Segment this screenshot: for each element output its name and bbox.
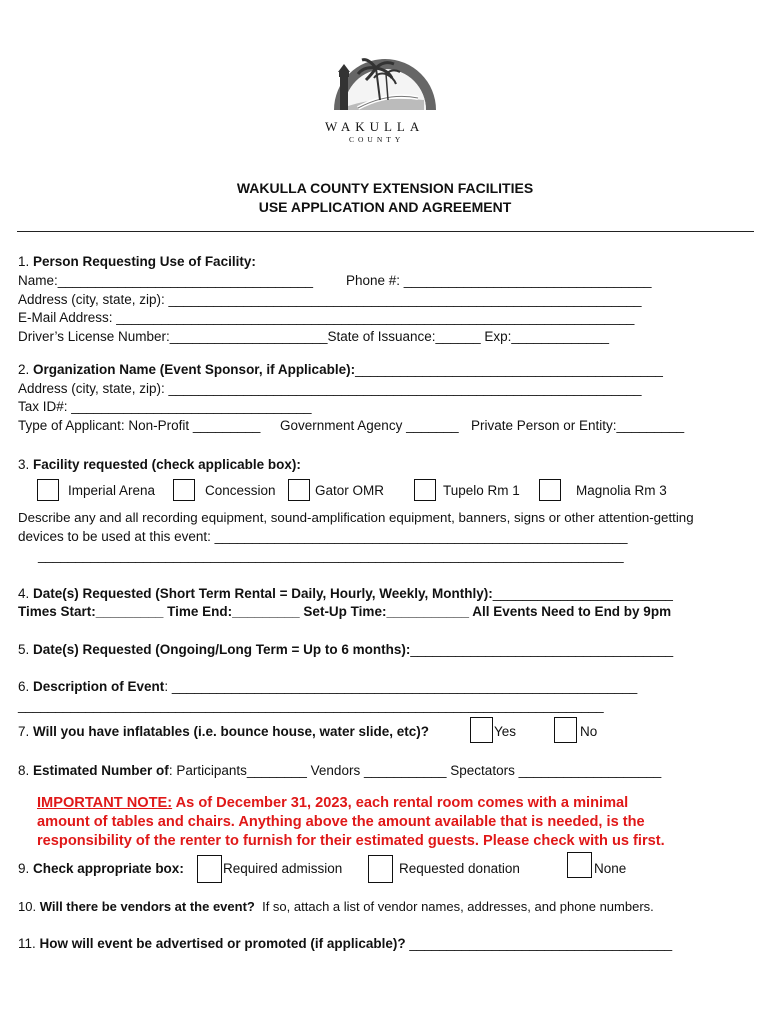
form-title-line1: WAKULLA COUNTY EXTENSION FACILITIES — [236, 180, 534, 196]
section-3-title: Facility requested (check applicable box): — [33, 457, 301, 472]
section-9-number: 9. — [18, 861, 30, 876]
applicant-type-private[interactable]: Private Person or Entity:_________ — [471, 418, 685, 433]
important-note-line2: amount of tables and chairs. Anything above the amount available that is needed, is the — [37, 814, 645, 830]
section-9-title: Check appropriate box: — [33, 861, 184, 876]
equipment-description-field-1[interactable]: devices to be used at this event: _______________________________________________________ — [18, 529, 628, 544]
section-3-number: 3. — [18, 457, 30, 472]
section-8-heading — [18, 764, 661, 778]
section-1-number: 1. — [18, 254, 30, 269]
inflatables-yes-checkbox[interactable] — [470, 717, 493, 743]
section-10-heading — [18, 900, 654, 913]
long-term-dates-field[interactable]: ___________________________________ — [410, 642, 674, 657]
section-4-title: Date(s) Requested (Short Term Rental = Daily, Hourly, Weekly, Monthly): — [33, 586, 493, 601]
section-6-number: 6. — [18, 679, 30, 694]
email-field[interactable]: E-Mail Address: _____________________________________________________________________ — [18, 310, 635, 325]
section-8-number: 8. — [18, 763, 30, 778]
estimated-numbers-fields[interactable]: : Participants________ Vendors ___________ Spectators ___________________ — [168, 763, 662, 778]
section-11-heading — [18, 937, 672, 951]
inflatables-no-label: No — [580, 724, 598, 739]
important-note-line1 — [37, 796, 628, 811]
section-2-heading — [18, 363, 663, 377]
applicant-type-government[interactable]: Government Agency _______ — [280, 418, 459, 433]
logo-wakulla-text: WAKULLA — [325, 119, 425, 134]
wakulla-county-logo — [318, 48, 452, 148]
tupelo-rm1-label: Tupelo Rm 1 — [443, 483, 520, 498]
section-9-heading — [18, 862, 184, 876]
section-5-number: 5. — [18, 642, 30, 657]
section-7-number: 7. — [18, 724, 30, 739]
magnolia-rm3-checkbox[interactable] — [539, 479, 561, 501]
section-4-number: 4. — [18, 586, 30, 601]
concession-label: Concession — [205, 483, 276, 498]
imperial-arena-checkbox[interactable] — [37, 479, 59, 501]
equipment-description-prompt: Describe any and all recording equipment, sound-amplification equipment, banners, signs or other attention-getting — [18, 510, 694, 525]
tax-id-field[interactable]: Tax ID#: ________________________________ — [18, 399, 312, 414]
address-field-1[interactable]: Address (city, state, zip): _______________________________________________________________ — [18, 292, 642, 307]
section-4-heading — [18, 587, 673, 601]
advertising-field[interactable]: ___________________________________ — [409, 936, 673, 951]
form-title-line2: USE APPLICATION AND AGREEMENT — [258, 199, 512, 215]
phone-field[interactable]: Phone #: _________________________________ — [346, 273, 652, 288]
times-fields[interactable]: Times Start:_________ Time End:_________ Set-Up Time:___________ All Events Need to End by 9pm — [18, 604, 672, 619]
event-description-field-1[interactable]: : ______________________________________________________________ — [164, 679, 638, 694]
section-11-title: How will event be advertised or promoted (if applicable)? — [39, 936, 406, 951]
section-10-number: 10. — [18, 899, 37, 914]
short-term-dates-field[interactable]: ________________________ — [492, 586, 673, 601]
imperial-arena-label: Imperial Arena — [68, 483, 156, 498]
requested-donation-checkbox[interactable] — [368, 855, 393, 883]
section-2-title: Organization Name (Event Sponsor, if Applicable): — [33, 362, 356, 377]
magnolia-rm3-label: Magnolia Rm 3 — [576, 483, 667, 498]
name-field[interactable]: Name:__________________________________ — [18, 273, 314, 288]
inflatables-no-checkbox[interactable] — [554, 717, 577, 743]
section-5-heading — [18, 643, 673, 657]
event-description-field-2[interactable]: ______________________________________________________________________________ — [18, 698, 604, 713]
applicant-type-nonprofit[interactable]: Type of Applicant: Non-Profit _________ — [18, 418, 261, 433]
required-admission-checkbox[interactable] — [197, 855, 222, 883]
gator-omr-checkbox[interactable] — [288, 479, 310, 501]
section-6-heading — [18, 680, 637, 694]
tupelo-rm1-checkbox[interactable] — [414, 479, 436, 501]
required-admission-label: Required admission — [223, 861, 343, 876]
requested-donation-label: Requested donation — [399, 861, 520, 876]
organization-name-field[interactable]: _________________________________________ — [355, 362, 663, 377]
section-5-title: Date(s) Requested (Ongoing/Long Term = Up to 6 months): — [33, 642, 411, 657]
gator-omr-label: Gator OMR — [315, 483, 385, 498]
important-note-text-1: As of December 31, 2023, each rental room comes with a minimal — [172, 795, 629, 811]
section-1-title: Person Requesting Use of Facility: — [33, 254, 256, 269]
address-field-2[interactable]: Address (city, state, zip): _______________________________________________________________ — [18, 381, 642, 396]
section-11-number: 11. — [18, 936, 36, 951]
section-10-title: Will there be vendors at the event? — [39, 899, 255, 914]
section-2-number: 2. — [18, 362, 30, 377]
section-6-title: Description of Event — [33, 679, 165, 694]
section-3-heading — [18, 458, 301, 472]
equipment-description-field-2[interactable]: ______________________________________________________________________________ — [38, 548, 624, 563]
logo-county-text: COUNTY — [349, 135, 405, 144]
section-7-title: Will you have inflatables (i.e. bounce house, water slide, etc)? — [33, 724, 430, 739]
license-field[interactable]: Driver’s License Number:_____________________State of Issuance:______ Exp:_____________ — [18, 329, 609, 344]
none-label: None — [594, 861, 627, 876]
important-note-line3: responsibility of the renter to furnish for their estimated guests. Please check with us first. — [37, 833, 665, 849]
concession-checkbox[interactable] — [173, 479, 195, 501]
section-1-heading — [18, 255, 256, 269]
section-7-heading — [18, 725, 429, 739]
none-checkbox[interactable] — [567, 852, 592, 878]
section-8-title: Estimated Number of — [33, 763, 169, 778]
inflatables-yes-label: Yes — [494, 724, 517, 739]
important-note-label: IMPORTANT NOTE: — [37, 795, 173, 811]
section-10-instructions: If so, attach a list of vendor names, addresses, and phone numbers. — [262, 899, 654, 914]
title-divider — [17, 231, 754, 232]
